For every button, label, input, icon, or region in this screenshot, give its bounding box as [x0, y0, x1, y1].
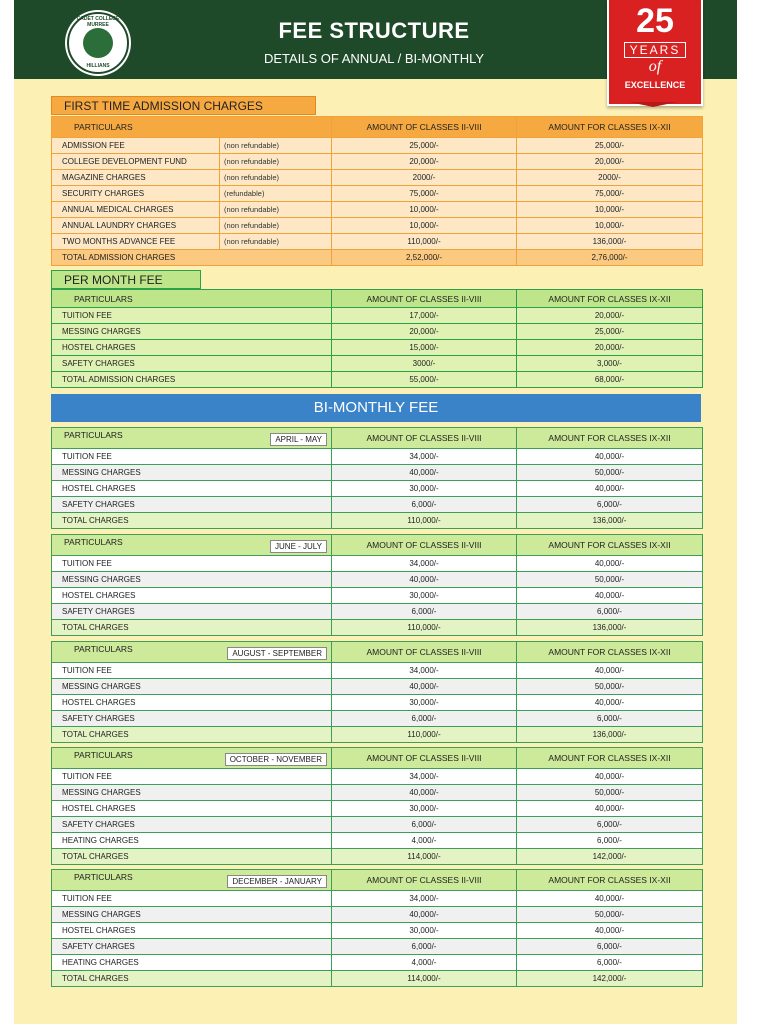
- row-amount-b: 6,000/-: [517, 604, 703, 620]
- header-classes-2-8: AMOUNT OF CLASSES II-VIII: [332, 642, 517, 663]
- bimonthly-table-august-september: [51, 641, 703, 743]
- row-amount-b: 3,000/-: [517, 356, 703, 372]
- table-row: [52, 449, 703, 465]
- header-particulars: PARTICULARS: [74, 750, 133, 760]
- row-label: HEATING CHARGES: [52, 833, 332, 849]
- row-amount-b: 40,000/-: [517, 556, 703, 572]
- total-amount-b: 136,000/-: [517, 727, 703, 743]
- row-label: MESSING CHARGES: [52, 907, 332, 923]
- row-amount-b: 50,000/-: [517, 907, 703, 923]
- row-amount-b: 2000/-: [517, 170, 703, 186]
- row-amount-b: 40,000/-: [517, 923, 703, 939]
- table-header-row: [52, 642, 703, 663]
- row-amount-a: 10,000/-: [332, 202, 517, 218]
- row-amount-b: 68,000/-: [517, 372, 703, 388]
- header-classes-2-8: AMOUNT OF CLASSES II-VIII: [332, 428, 517, 449]
- header-classes-9-12: AMOUNT FOR CLASSES IX-XII: [517, 748, 703, 769]
- row-amount-b: 25,000/-: [517, 324, 703, 340]
- total-row: [52, 849, 703, 865]
- header-classes-2-8: AMOUNT OF CLASSES II-VIII: [332, 535, 517, 556]
- table-row: [52, 372, 703, 388]
- header-bar: [14, 0, 737, 90]
- page: [14, 0, 737, 1024]
- row-label: HOSTEL CHARGES: [52, 695, 332, 711]
- row-label: TUITION FEE: [52, 891, 332, 907]
- page-subtitle: DETAILS OF ANNUAL / BI-MONTHLY: [263, 51, 485, 66]
- row-note: (non refundable): [220, 202, 332, 218]
- row-label: TOTAL ADMISSION CHARGES: [52, 372, 332, 388]
- total-amount-a: 114,000/-: [332, 971, 517, 987]
- row-amount-a: 6,000/-: [332, 939, 517, 955]
- table-row: [52, 663, 703, 679]
- row-amount-a: 3000/-: [332, 356, 517, 372]
- row-amount-a: 6,000/-: [332, 817, 517, 833]
- row-amount-a: 10,000/-: [332, 218, 517, 234]
- total-amount-a: 110,000/-: [332, 513, 517, 529]
- row-label: HOSTEL CHARGES: [52, 481, 332, 497]
- monthly-section-tab: PER MONTH FEE: [51, 270, 201, 289]
- table-row: [52, 588, 703, 604]
- row-amount-b: 50,000/-: [517, 465, 703, 481]
- row-amount-a: 34,000/-: [332, 556, 517, 572]
- row-amount-a: 30,000/-: [332, 923, 517, 939]
- row-label: TUITION FEE: [52, 308, 332, 324]
- row-label: HOSTEL CHARGES: [52, 588, 332, 604]
- row-amount-a: 30,000/-: [332, 695, 517, 711]
- row-amount-b: 50,000/-: [517, 785, 703, 801]
- badge-ribbon-tip: [629, 102, 677, 107]
- row-label: HEATING CHARGES: [52, 955, 332, 971]
- total-label: TOTAL CHARGES: [52, 971, 332, 987]
- header-classes-9-12: AMOUNT FOR CLASSES IX-XII: [517, 290, 703, 308]
- table-row: [52, 801, 703, 817]
- row-amount-a: 40,000/-: [332, 907, 517, 923]
- total-row: [52, 971, 703, 987]
- total-label: TOTAL CHARGES: [52, 849, 332, 865]
- row-amount-a: 20,000/-: [332, 324, 517, 340]
- row-label: ADMISSION FEE: [52, 138, 220, 154]
- row-amount-a: 4,000/-: [332, 833, 517, 849]
- total-row: [52, 727, 703, 743]
- row-label: SECURITY CHARGES: [52, 186, 220, 202]
- row-label: COLLEGE DEVELOPMENT FUND: [52, 154, 220, 170]
- total-amount-a: 110,000/-: [332, 620, 517, 636]
- row-amount-a: 17,000/-: [332, 308, 517, 324]
- row-amount-b: 20,000/-: [517, 340, 703, 356]
- table-row: [52, 923, 703, 939]
- row-amount-a: 40,000/-: [332, 679, 517, 695]
- row-amount-a: 110,000/-: [332, 234, 517, 250]
- badge-of: of: [648, 58, 662, 75]
- header-classes-9-12: AMOUNT FOR CLASSES IX-XII: [517, 428, 703, 449]
- total-amount-a: 114,000/-: [332, 849, 517, 865]
- row-amount-a: 34,000/-: [332, 663, 517, 679]
- row-amount-a: 6,000/-: [332, 711, 517, 727]
- header-classes-9-12: AMOUNT FOR CLASSES IX-XII: [517, 535, 703, 556]
- row-label: TUITION FEE: [52, 769, 332, 785]
- row-amount-b: 10,000/-: [517, 202, 703, 218]
- table-row: [52, 769, 703, 785]
- row-amount-a: 15,000/-: [332, 340, 517, 356]
- row-amount-a: 75,000/-: [332, 186, 517, 202]
- table-row: [52, 186, 703, 202]
- row-amount-b: 40,000/-: [517, 769, 703, 785]
- row-amount-b: 6,000/-: [517, 833, 703, 849]
- total-label: TOTAL ADMISSION CHARGES: [52, 250, 332, 266]
- header-particulars: PARTICULARS: [52, 290, 332, 308]
- total-row: [52, 620, 703, 636]
- table-row: [52, 465, 703, 481]
- table-row: [52, 234, 703, 250]
- row-amount-b: 25,000/-: [517, 138, 703, 154]
- table-header-row: [52, 748, 703, 769]
- header-classes-2-8: AMOUNT OF CLASSES II-VIII: [332, 290, 517, 308]
- bimonthly-banner: BI-MONTHLY FEE: [51, 394, 701, 422]
- row-label: HOSTEL CHARGES: [52, 801, 332, 817]
- table-row: [52, 170, 703, 186]
- table-row: [52, 218, 703, 234]
- row-label: SAFETY CHARGES: [52, 356, 332, 372]
- row-amount-a: 4,000/-: [332, 955, 517, 971]
- row-amount-a: 6,000/-: [332, 604, 517, 620]
- row-amount-b: 20,000/-: [517, 154, 703, 170]
- table-row: [52, 202, 703, 218]
- badge-excellence: EXCELLENCE: [624, 80, 686, 90]
- total-row: [52, 250, 703, 266]
- row-note: (non refundable): [220, 218, 332, 234]
- row-label: MESSING CHARGES: [52, 324, 332, 340]
- row-amount-a: 40,000/-: [332, 785, 517, 801]
- row-label: MESSING CHARGES: [52, 785, 332, 801]
- table-row: [52, 939, 703, 955]
- row-amount-a: 30,000/-: [332, 481, 517, 497]
- row-label: MESSING CHARGES: [52, 465, 332, 481]
- total-label: TOTAL CHARGES: [52, 513, 332, 529]
- row-amount-a: 55,000/-: [332, 372, 517, 388]
- row-amount-a: 6,000/-: [332, 497, 517, 513]
- header-classes-9-12: AMOUNT FOR CLASSES IX-XII: [517, 870, 703, 891]
- admission-section-tab: FIRST TIME ADMISSION CHARGES: [51, 96, 316, 115]
- row-amount-b: 50,000/-: [517, 572, 703, 588]
- row-amount-b: 40,000/-: [517, 695, 703, 711]
- table-header-row: [52, 428, 703, 449]
- row-amount-a: 30,000/-: [332, 801, 517, 817]
- row-amount-b: 50,000/-: [517, 679, 703, 695]
- period-label: DECEMBER - JANUARY: [227, 875, 327, 888]
- table-row: [52, 572, 703, 588]
- table-row: [52, 817, 703, 833]
- header-particulars: PARTICULARS: [64, 430, 123, 440]
- row-label: TUITION FEE: [52, 449, 332, 465]
- table-header-row: [52, 535, 703, 556]
- header-particulars: PARTICULARS: [74, 644, 133, 654]
- row-label: MAGAZINE CHARGES: [52, 170, 220, 186]
- table-row: [52, 711, 703, 727]
- row-label: TUITION FEE: [52, 663, 332, 679]
- total-amount-a: 110,000/-: [332, 727, 517, 743]
- table-header-row: [52, 870, 703, 891]
- row-amount-b: 6,000/-: [517, 711, 703, 727]
- table-row: [52, 356, 703, 372]
- row-amount-b: 6,000/-: [517, 817, 703, 833]
- page-title: FEE STRUCTURE: [278, 18, 470, 43]
- monthly-table: [51, 289, 703, 388]
- header-classes-2-8: AMOUNT OF CLASSES II-VIII: [332, 748, 517, 769]
- period-label: APRIL - MAY: [270, 433, 327, 446]
- table-row: [52, 308, 703, 324]
- table-row: [52, 497, 703, 513]
- row-label: HOSTEL CHARGES: [52, 923, 332, 939]
- row-amount-a: 30,000/-: [332, 588, 517, 604]
- table-row: [52, 891, 703, 907]
- table-row: [52, 138, 703, 154]
- table-row: [52, 481, 703, 497]
- table-row: [52, 833, 703, 849]
- period-label: OCTOBER - NOVEMBER: [225, 753, 327, 766]
- admission-table: [51, 116, 703, 266]
- row-label: ANNUAL LAUNDRY CHARGES: [52, 218, 220, 234]
- row-label: MESSING CHARGES: [52, 572, 332, 588]
- row-label: SAFETY CHARGES: [52, 497, 332, 513]
- row-label: TUITION FEE: [52, 556, 332, 572]
- row-amount-b: 75,000/-: [517, 186, 703, 202]
- row-note: (non refundable): [220, 138, 332, 154]
- bimonthly-table-june-july: [51, 534, 703, 636]
- row-note: (non refundable): [220, 154, 332, 170]
- bimonthly-table-october-november: [51, 747, 703, 865]
- row-label: MESSING CHARGES: [52, 679, 332, 695]
- row-amount-b: 10,000/-: [517, 218, 703, 234]
- row-note: (non refundable): [220, 170, 332, 186]
- row-amount-a: 34,000/-: [332, 891, 517, 907]
- row-amount-b: 6,000/-: [517, 939, 703, 955]
- row-label: HOSTEL CHARGES: [52, 340, 332, 356]
- row-amount-b: 40,000/-: [517, 481, 703, 497]
- row-amount-b: 40,000/-: [517, 801, 703, 817]
- row-note: (refundable): [220, 186, 332, 202]
- total-amount-b: 136,000/-: [517, 620, 703, 636]
- row-label: SAFETY CHARGES: [52, 817, 332, 833]
- row-label: ANNUAL MEDICAL CHARGES: [52, 202, 220, 218]
- header-particulars: PARTICULARS: [64, 537, 123, 547]
- table-header-row: [52, 117, 703, 138]
- logo-bottom-text: HILLIANS: [86, 63, 110, 69]
- row-amount-a: 34,000/-: [332, 769, 517, 785]
- total-row: [52, 513, 703, 529]
- total-amount-b: 136,000/-: [517, 513, 703, 529]
- crest-emblem-icon: [83, 28, 113, 58]
- bimonthly-table-december-january: [51, 869, 703, 987]
- header-classes-9-12: AMOUNT FOR CLASSES IX-XII: [517, 117, 703, 138]
- row-amount-b: 6,000/-: [517, 497, 703, 513]
- total-label: TOTAL CHARGES: [52, 727, 332, 743]
- row-amount-a: 40,000/-: [332, 572, 517, 588]
- badge-years: YEARS: [624, 42, 686, 58]
- total-amount-b: 142,000/-: [517, 849, 703, 865]
- row-amount-a: 2000/-: [332, 170, 517, 186]
- header-particulars: PARTICULARS: [52, 117, 332, 138]
- row-amount-a: 34,000/-: [332, 449, 517, 465]
- table-row: [52, 955, 703, 971]
- row-amount-b: 40,000/-: [517, 449, 703, 465]
- header-classes-9-12: AMOUNT FOR CLASSES IX-XII: [517, 642, 703, 663]
- anniversary-badge: [607, 0, 703, 106]
- row-label: SAFETY CHARGES: [52, 939, 332, 955]
- row-label: TWO MONTHS ADVANCE FEE: [52, 234, 220, 250]
- table-row: [52, 324, 703, 340]
- table-row: [52, 907, 703, 923]
- period-label: JUNE - JULY: [270, 540, 327, 553]
- table-row: [52, 340, 703, 356]
- header-classes-2-8: AMOUNT OF CLASSES II-VIII: [332, 117, 517, 138]
- period-label: AUGUST - SEPTEMBER: [227, 647, 327, 660]
- table-row: [52, 154, 703, 170]
- total-label: TOTAL CHARGES: [52, 620, 332, 636]
- row-amount-b: 40,000/-: [517, 891, 703, 907]
- row-amount-a: 25,000/-: [332, 138, 517, 154]
- table-row: [52, 679, 703, 695]
- total-amount-a: 2,52,000/-: [332, 250, 517, 266]
- header-classes-2-8: AMOUNT OF CLASSES II-VIII: [332, 870, 517, 891]
- row-amount-a: 40,000/-: [332, 465, 517, 481]
- total-amount-b: 2,76,000/-: [517, 250, 703, 266]
- total-amount-b: 142,000/-: [517, 971, 703, 987]
- row-amount-b: 6,000/-: [517, 955, 703, 971]
- header-particulars: PARTICULARS: [74, 872, 133, 882]
- row-label: SAFETY CHARGES: [52, 711, 332, 727]
- table-row: [52, 604, 703, 620]
- logo-top-text: CADET COLLEGE MURREE: [76, 16, 120, 28]
- row-label: SAFETY CHARGES: [52, 604, 332, 620]
- table-header-row: [52, 290, 703, 308]
- table-row: [52, 695, 703, 711]
- bimonthly-table-april-may: [51, 427, 703, 529]
- row-amount-b: 40,000/-: [517, 588, 703, 604]
- row-note: (non refundable): [220, 234, 332, 250]
- row-amount-a: 20,000/-: [332, 154, 517, 170]
- row-amount-b: 136,000/-: [517, 234, 703, 250]
- table-row: [52, 785, 703, 801]
- badge-number: 25: [636, 2, 674, 40]
- college-crest-logo: [67, 12, 129, 74]
- row-amount-b: 20,000/-: [517, 308, 703, 324]
- row-amount-b: 40,000/-: [517, 663, 703, 679]
- table-row: [52, 556, 703, 572]
